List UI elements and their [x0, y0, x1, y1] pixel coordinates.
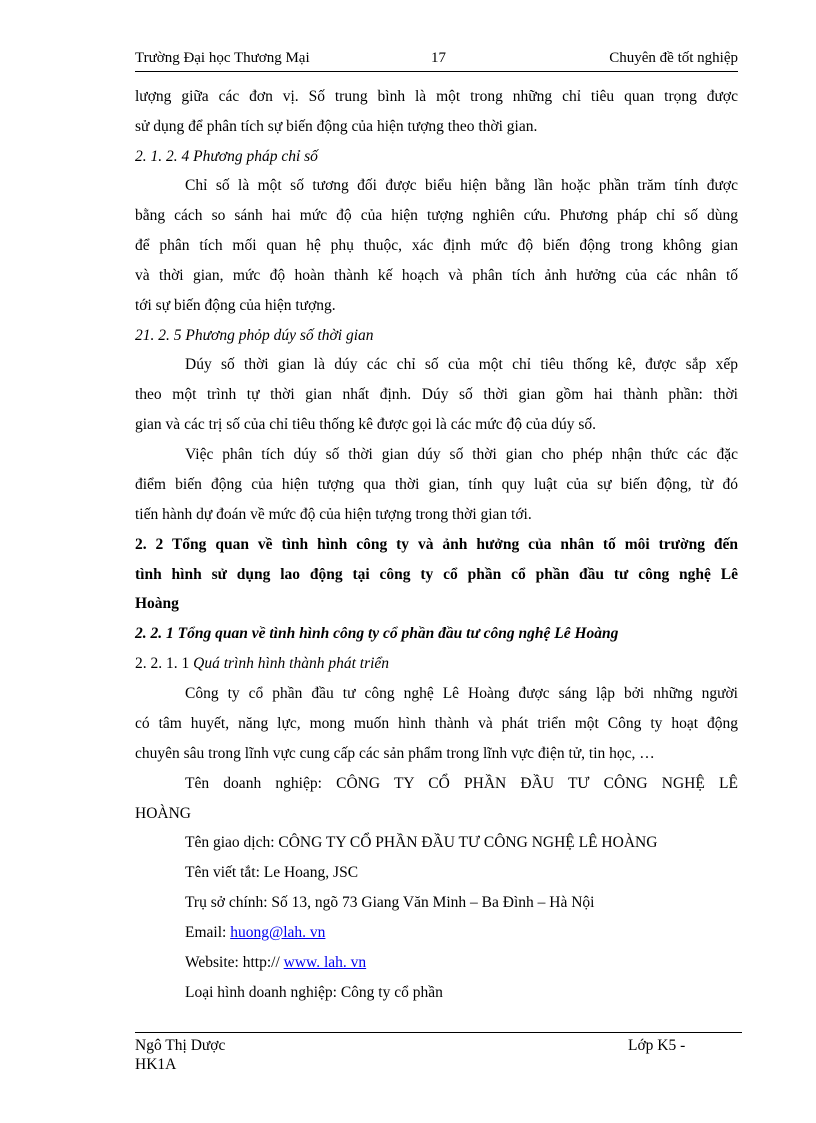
short-name-line: Tên viết tắt: Le Hoang, JSC: [185, 864, 359, 881]
heading-22: 2. 2 Tổng quan về tình hình công ty và ảnh hưởng của nhân tố môi trường đến: [135, 536, 738, 553]
footer-rule: [135, 1032, 742, 1033]
body-line: theo một trình tự thời gian nhất định. Dúy số thời gian gồm hai thành phần: thời: [135, 386, 738, 403]
heading-22: tình hình sử dụng lao động tại công ty cổ phần cổ phần đầu tư công nghệ Lê: [135, 566, 738, 583]
header-school: Trường Đại học Thương Mại: [135, 50, 310, 66]
heading-22: Hoàng: [135, 595, 179, 612]
heading-2211-number: 2. 2. 1. 1: [135, 655, 190, 672]
heading-221: 2. 2. 1 Tổng quan về tình hình công ty cổ phần đầu tư công nghệ Lê Hoàng: [135, 625, 619, 642]
email-link[interactable]: huong@lah. vn: [230, 924, 326, 941]
header-doc-type: Chuyên đề tốt nghiệp: [609, 50, 738, 66]
body-line: tới sự biến động của hiện tượng.: [135, 297, 336, 314]
footer-class: Lớp K5 -: [628, 1037, 686, 1054]
heading-2211: [135, 654, 738, 674]
address-line: Trụ sở chính: Số 13, ngõ 73 Giang Văn Minh – Ba Đình – Hà Nội: [185, 894, 595, 911]
email-line: [185, 923, 738, 943]
website-link[interactable]: www. lah. vn: [283, 954, 367, 971]
body-line: gian và các trị số của chỉ tiêu thống kê được gọi là các mức độ của dúy số.: [135, 416, 596, 433]
heading-2211-title: Quá trình hình thành phát triển: [193, 655, 390, 672]
body-line: sử dụng để phân tích sự biến động của hiện tượng theo thời gian.: [135, 118, 538, 135]
body-line: Chỉ số là một số tương đối được biểu hiện bằng lần hoặc phần trăm tính được: [185, 177, 738, 194]
body-line: tiến hành dự đoán về mức độ của hiện tượng trong thời gian tới.: [135, 506, 532, 523]
website-line: [185, 953, 738, 973]
header-page-number: 17: [431, 50, 446, 66]
body-line: Công ty cổ phần đầu tư công nghệ Lê Hoàng được sáng lập bởi những người: [185, 685, 738, 702]
company-name-line: Tên doanh nghiệp: CÔNG TY CỔ PHẦN ĐẦU TƯ CÔNG NGHỆ LÊ: [185, 775, 738, 792]
footer-author: Ngô Thị Dược: [135, 1037, 226, 1054]
body-line: điểm biến động của hiện tượng qua thời gian, tính quy luật của sự biến động, từ đó: [135, 476, 738, 493]
heading-2124: 2. 1. 2. 4 Phương pháp chỉ số: [135, 148, 318, 165]
page-header: [135, 49, 738, 72]
body-line: để phân tích mối quan hệ phụ thuộc, xác định mức độ biến động trong không gian: [135, 237, 738, 254]
trade-name-line: Tên giao dịch: CÔNG TY CỔ PHẦN ĐẦU TƯ CÔNG NGHỆ LÊ HOÀNG: [185, 834, 658, 851]
body-line: lượng giữa các đơn vị. Số trung bình là một trong những chỉ tiêu quan trọng được: [135, 88, 738, 105]
body-line: bằng cách so sánh hai mức độ của hiện tượng nghiên cứu. Phương pháp chỉ số dùng: [135, 207, 738, 224]
body-line: Dúy số thời gian là dúy các chỉ số của một chỉ tiêu thống kê, được sắp xếp: [185, 356, 738, 373]
footer-class-code: HK1A: [135, 1056, 177, 1073]
heading-2125: 21. 2. 5 Phương phỏp dúy số thời gian: [135, 327, 374, 344]
body-line: Việc phân tích dúy số thời gian dúy số thời gian cho phép nhận thức các đặc: [185, 446, 738, 463]
body-line: có tâm huyết, năng lực, mong muốn hình thành và phát triển một Công ty hoạt động: [135, 715, 738, 732]
website-label: Website: http://: [185, 954, 280, 971]
email-label: Email:: [185, 924, 227, 941]
body-line: và thời gian, mức độ hoàn thành kế hoạch và phân tích ảnh hưởng của các nhân tố: [135, 267, 738, 284]
business-type-line: Loại hình doanh nghiệp: Công ty cổ phần: [185, 984, 443, 1001]
company-name-line: HOÀNG: [135, 805, 191, 822]
body-line: chuyên sâu trong lĩnh vực cung cấp các sản phẩm trong lĩnh vực điện tử, tin học, …: [135, 745, 655, 762]
